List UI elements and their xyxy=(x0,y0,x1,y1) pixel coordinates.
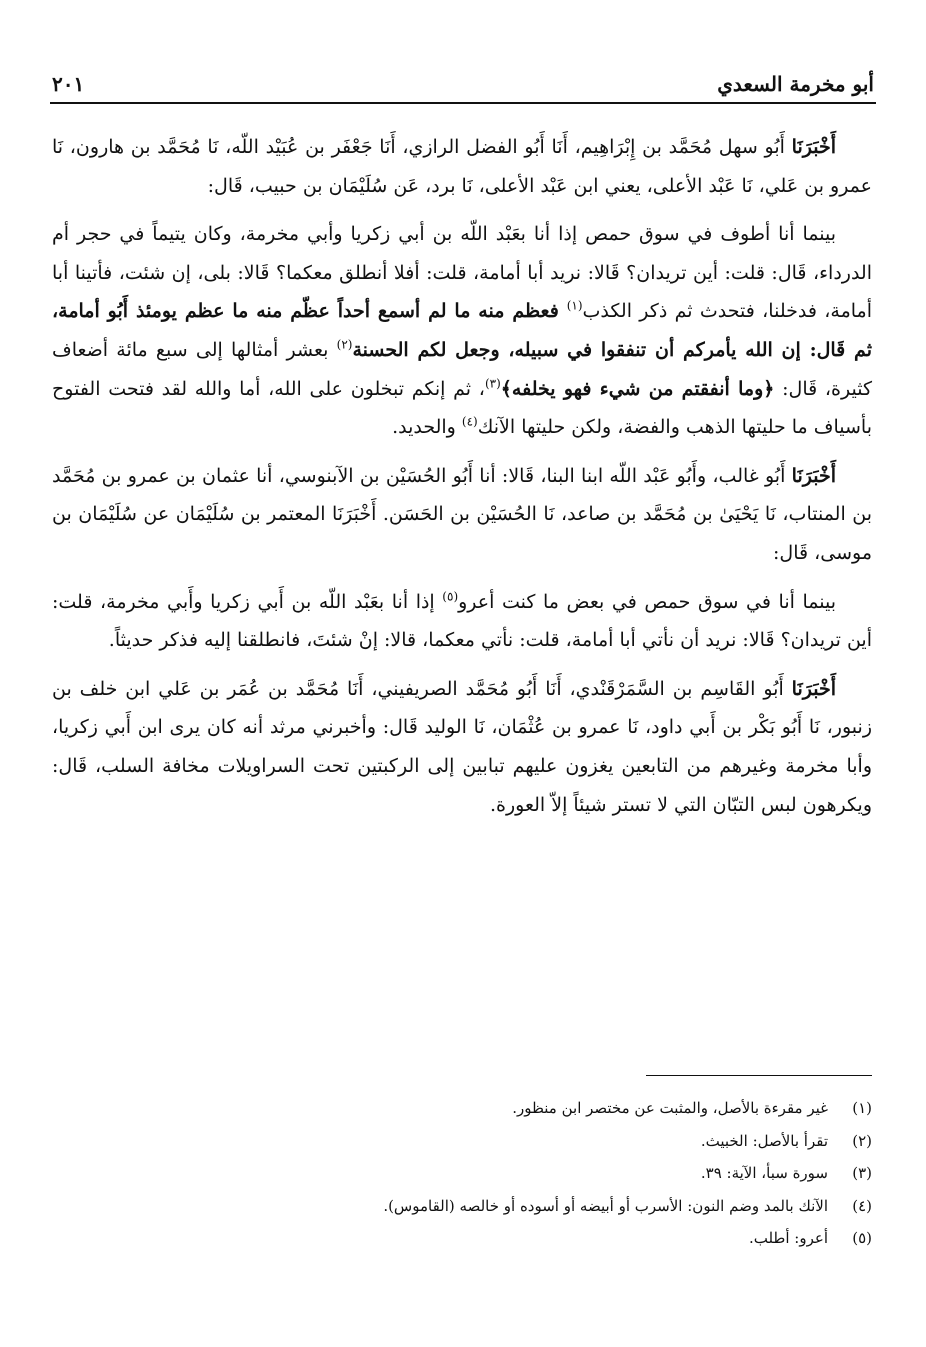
footnote-number: (١) xyxy=(852,1099,872,1117)
footnote-ref-3[interactable]: (٣) xyxy=(484,376,501,391)
paragraph-text: والحديد. xyxy=(392,416,462,439)
footnotes xyxy=(52,1092,872,1255)
body-text xyxy=(52,118,872,834)
narration-keyword: أَخْبَرَنَا xyxy=(791,464,836,487)
paragraph-1 xyxy=(52,128,872,205)
paragraph-text: إذا أنا بعَبْد اللّه بن أَبي زكريا وأَبي مخرمة، قلت: أين تريدان؟ قَالا: نريد أن نأتي أبا أمامة، قلت: نأتي معكما، قالا: إنْ شئتَ، فانطلقنا إليه فذكر حديثاً. xyxy=(52,590,872,652)
page-number: ٢٠١ xyxy=(52,72,85,96)
footnote-text: سورة سبأ، الآية: ٣٩. xyxy=(700,1164,828,1182)
paragraph-3 xyxy=(52,457,872,573)
footnote-number: (٥) xyxy=(852,1229,872,1247)
paragraph-4 xyxy=(52,583,872,660)
footnote-item xyxy=(52,1157,872,1190)
quran-verse: ﴿وما أنفقتم من شيء فهو يخلفه﴾ xyxy=(500,377,775,400)
running-title: أبو مخرمة السعدي xyxy=(717,72,874,96)
footnote-item xyxy=(52,1222,872,1255)
paragraph-text: بينما أنا في سوق حمص في بعض ما كنت أعرو xyxy=(458,590,837,613)
paragraph-text: ، ثم إنكم تبخلون على الله، أما والله لقد فتحت الفتوح بأسياف ما حليتها الذهب والفضة، ولكن حليتها الآنك xyxy=(52,377,872,439)
footnote-item xyxy=(52,1190,872,1223)
footnote-ref-4[interactable]: (٤) xyxy=(461,414,478,429)
footnote-ref-1[interactable]: (١) xyxy=(566,299,583,314)
footnote-text: تقرأ بالأصل: الخبيث. xyxy=(700,1131,828,1150)
footnote-text: الآنك بالمد وضم النون: الأسرب أو أبيضه أو أسوده أو خالصه (القاموس). xyxy=(383,1196,828,1215)
paragraph-text: بعشر أمثالها إلى سبع مائة أضعاف كثيرة، قَال: xyxy=(52,338,872,400)
footnote-item xyxy=(52,1125,872,1158)
footnote-ref-5[interactable]: (٥) xyxy=(442,589,459,604)
running-head xyxy=(52,62,874,96)
paragraph-text: بينما أنا أطوف في سوق حمص إذا أنا بعَبْد اللّه بن أبي زكريا وأبي مخرمة، وكان يتيماً في حجر أم الدرداء، قَال: قلت: أين تريدان؟ قَالا: نريد أبا أمامة، قلت: أفلا أنطلق معكما؟ قَالا: بلى، إن شئت، فأتينا أبا أمامة، فدخلنا، فتحدث ثم ذكر الكذب xyxy=(52,223,872,323)
footnote-text: أعرو: أطلب. xyxy=(748,1229,828,1247)
narration-keyword: أَخْبَرَنَا xyxy=(791,136,836,158)
footnote-item xyxy=(52,1092,872,1125)
footnote-rule xyxy=(646,1075,872,1076)
paragraph-text: أَبُو غالب، وأَبُو عَبْد اللّه ابنا البنا، قَالا: أنا أَبُو الحُسَيْن بن الآبنوسي، أنا عثمان بن عمرو بن مُحَمَّد بن المنتاب، نَا يَحْيَىٰ بن مُحَمَّد بن صاعد، نَا الحُسَيْن بن الحَسَن. أَخْبَرَنَا المعتمر بن سُلَيْمَان عن سُلَيْمَان بن موسى، قَال: xyxy=(52,464,872,564)
header-rule xyxy=(50,102,876,104)
paragraph-text: أَبُو القَاسِم بن السَّمَرْقَنْدي، أَنَا أَبُو مُحَمَّد الصريفيني، أَنَا مُحَمَّد بن عُمَر بن عَلي ابن خلف بن زنبور، نَا أَبُو بَكْر بن أَبي داود، نَا عمرو بن عُثْمَان، نَا الوليد قَال: وأخبرني مرثد أنه كان يرى ابن أَبي زكريا، وأبا مخرمة وغيرهم من التابعين يغزون عليهم تبابين إلى الركبتين تحت السراويلات مخافة السلب، قَال: ويكرهون لبس التبّان التي لا تستر شيئاً إلاّ العورة. xyxy=(52,677,872,816)
paragraph-text: أَبُو سهل مُحَمَّد بن إِبْرَاهِيم، أَنَا أَبُو الفضل الرازي، أَنَا جَعْفَر بن عُبَيْد اللّه، نَا مُحَمَّد بن هارون، نَا عمرو بن عَلي، نَا عَبْد الأعلى، يعني ابن عَبْد الأعلى، نَا برد، عَن سُلَيْمَان بن حبيب، قَال: xyxy=(52,136,872,197)
paragraph-5 xyxy=(52,670,872,824)
footnote-number: (٤) xyxy=(852,1196,872,1215)
narration-keyword: أَخْبَرَنَا xyxy=(791,677,836,700)
footnote-number: (٢) xyxy=(852,1131,872,1150)
paragraph-text-bold: فعظم منه ما لم أسمع أحداً عظّم منه ما عظم يومئذ أَبُو أمامة، ثم قَال: إن الله يأمركم أن تنفقوا في سبيله، وجعل لكم الحسنة xyxy=(52,300,872,361)
footnote-text: غير مقرءة بالأصل، والمثبت عن مختصر ابن منظور. xyxy=(512,1099,828,1117)
footnote-number: (٣) xyxy=(852,1164,872,1182)
paragraph-2 xyxy=(52,215,872,447)
footnote-ref-2[interactable]: (٢) xyxy=(336,337,353,352)
